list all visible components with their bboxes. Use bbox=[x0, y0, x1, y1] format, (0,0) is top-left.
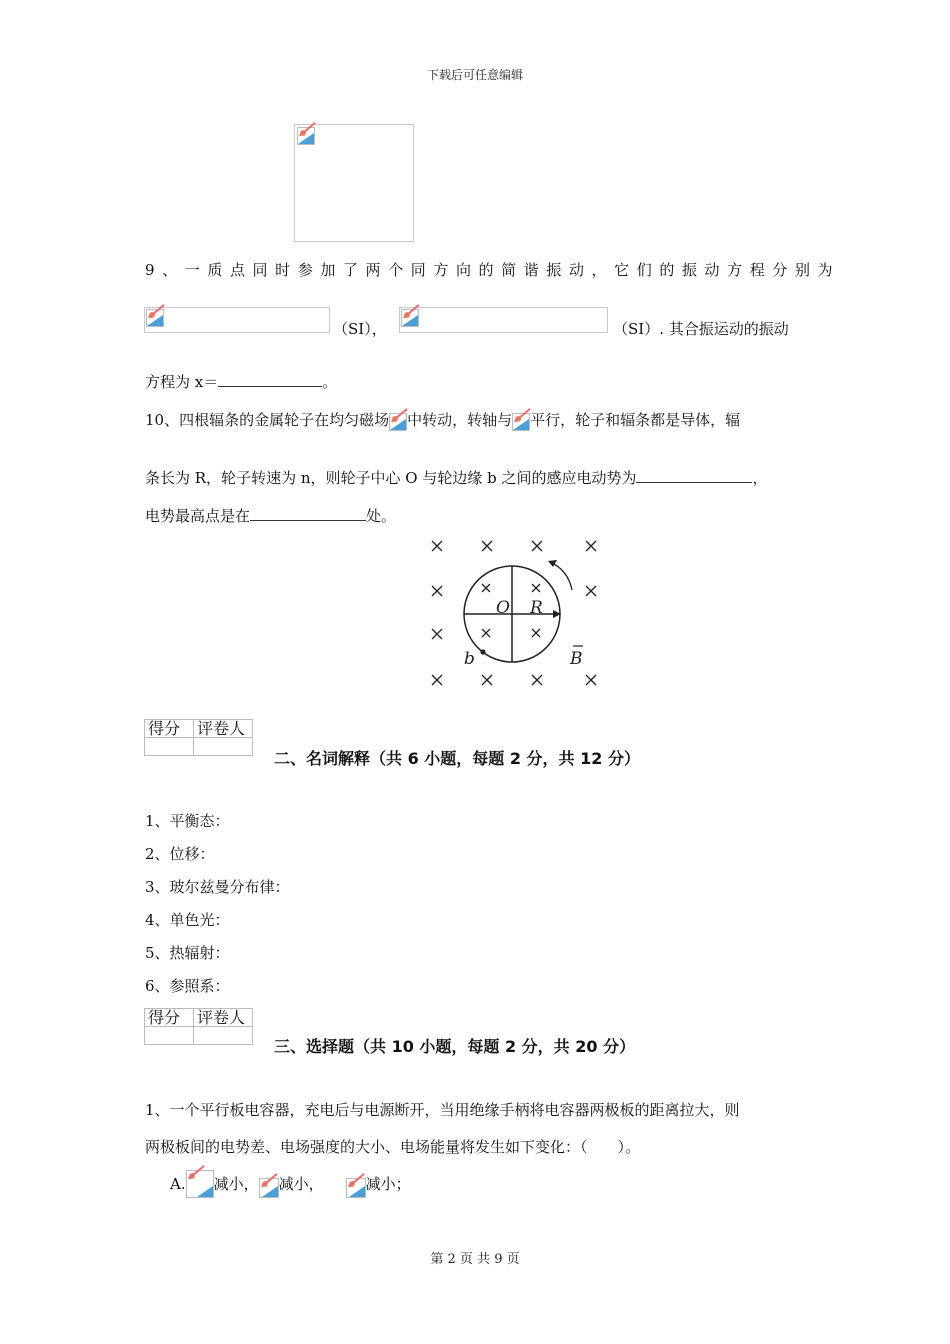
broken-image-icon bbox=[186, 1170, 214, 1198]
option-a-label: A. bbox=[170, 1175, 186, 1193]
grader-label: 评卷人 bbox=[194, 720, 253, 738]
score-label: 得分 bbox=[145, 720, 194, 738]
q10-line2-text: 条长为 R，轮子转速为 n，则轮子中心 O 与轮边缘 b 之间的感应电动势为 bbox=[145, 469, 637, 487]
label-r: R bbox=[530, 598, 543, 618]
q9-line3-suffix: 。 bbox=[322, 373, 338, 391]
q10-line3 bbox=[145, 505, 396, 527]
grader-cell bbox=[194, 1027, 253, 1045]
q10-line2-end: ， bbox=[752, 469, 768, 487]
point-b-dot bbox=[480, 649, 485, 654]
option-a-part3: 减小； bbox=[365, 1175, 411, 1193]
section2-item: 2、位移： bbox=[145, 845, 215, 863]
option-a-part1: 减小， bbox=[213, 1175, 259, 1193]
broken-image-icon bbox=[346, 1178, 366, 1198]
answer-blank bbox=[636, 467, 752, 483]
section2-item: 3、玻尔兹曼分布律： bbox=[145, 878, 290, 896]
label-b-field: B bbox=[570, 649, 583, 669]
q9-equation2-image bbox=[399, 307, 608, 333]
missing-figure-frame bbox=[294, 124, 414, 242]
score-cell bbox=[145, 1027, 194, 1045]
q9-line1: 9、一质点同时参加了两个同方向的简谐振动，它们的振动方程分别为 bbox=[145, 261, 841, 279]
q9-line3 bbox=[145, 371, 337, 393]
q10-line1-a: 10、四根辐条的金属轮子在均匀磁场 bbox=[145, 411, 390, 429]
score-cell bbox=[145, 738, 194, 756]
q9-si1: （SI）， bbox=[333, 320, 387, 338]
score-table-section2 bbox=[144, 719, 253, 756]
section2-title: 二、名词解释（共 6 小题，每题 2 分，共 12 分） bbox=[274, 749, 640, 768]
answer-blank bbox=[218, 371, 322, 387]
section2-item: 6、参照系： bbox=[145, 977, 230, 995]
q9-si2: （SI）. 其合振运动的振动 bbox=[613, 320, 789, 338]
broken-image-icon bbox=[297, 127, 315, 145]
rotation-arrowhead bbox=[548, 560, 557, 567]
grader-label: 评卷人 bbox=[194, 1009, 253, 1027]
wheel-magnetic-field-figure bbox=[420, 534, 615, 694]
section3-q1-option-a bbox=[170, 1170, 411, 1198]
q10-line3-suffix: 处。 bbox=[366, 507, 397, 525]
section3-title: 三、选择题（共 10 小题，每题 2 分，共 20 分） bbox=[274, 1037, 636, 1056]
broken-image-icon bbox=[401, 309, 419, 327]
q10-line2 bbox=[145, 467, 767, 489]
section2-item: 5、热辐射： bbox=[145, 944, 230, 962]
score-table-section3 bbox=[144, 1008, 253, 1045]
q10-line1 bbox=[145, 409, 740, 431]
broken-image-icon bbox=[389, 413, 407, 431]
grader-cell bbox=[194, 738, 253, 756]
label-b: b bbox=[464, 649, 475, 669]
section2-item: 4、单色光： bbox=[145, 911, 230, 929]
option-a-part2: 减小， bbox=[278, 1175, 324, 1193]
score-label: 得分 bbox=[145, 1009, 194, 1027]
page-number: 第 2 页 共 9 页 bbox=[430, 1252, 520, 1267]
broken-image-icon bbox=[259, 1178, 279, 1198]
section2-item: 1、平衡态： bbox=[145, 812, 230, 830]
q10-line3-prefix: 电势最高点是在 bbox=[145, 507, 251, 525]
q9-line3-prefix: 方程为 x＝ bbox=[145, 373, 219, 391]
broken-image-icon bbox=[512, 413, 530, 431]
section3-q1-line2: 两极板间的电势差、电场强度的大小、电场能量将发生如下变化：（ ）。 bbox=[145, 1138, 641, 1156]
answer-blank bbox=[250, 505, 366, 521]
q10-line1-c: 平行，轮子和辐条都是导体，辐 bbox=[530, 411, 741, 429]
section3-q1-line1: 1、一个平行板电容器，充电后与电源断开，当用绝缘手柄将电容器两极板的距离拉大，则 bbox=[145, 1101, 740, 1119]
q10-line1-b: 中转动，转轴与 bbox=[407, 411, 513, 429]
broken-image-icon bbox=[146, 309, 164, 327]
q9-equation1-image bbox=[144, 307, 330, 333]
header-note: 下载后可任意编辑 bbox=[426, 68, 523, 82]
label-o: O bbox=[496, 598, 510, 618]
